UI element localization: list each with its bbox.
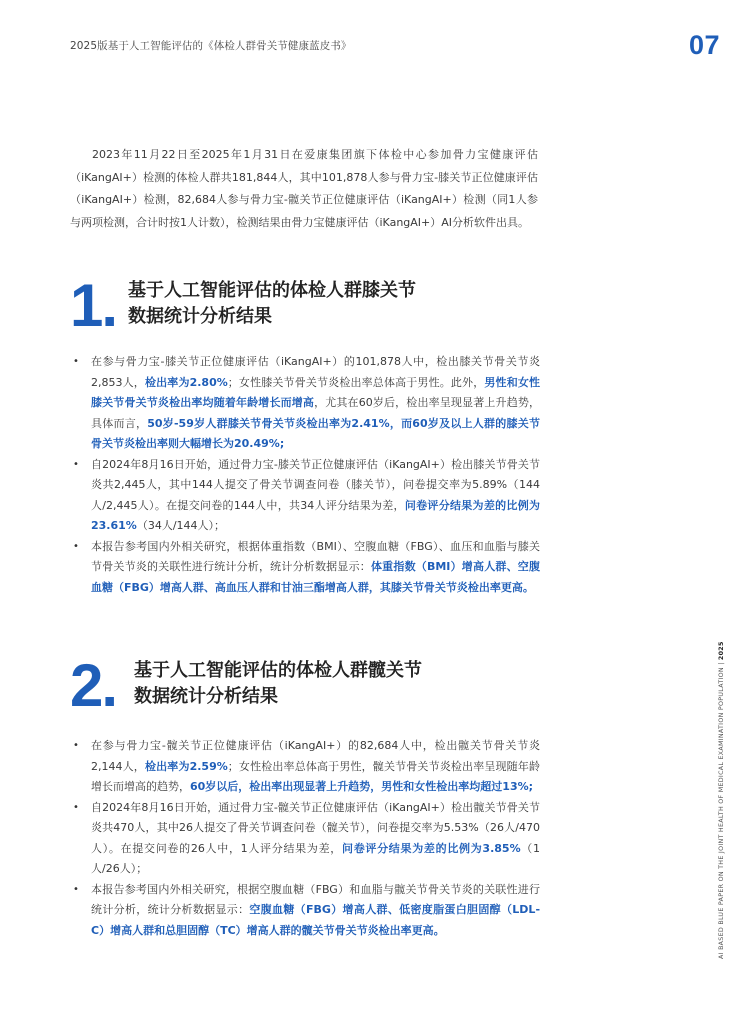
highlighted-text: 检出率为2.59% [144, 759, 228, 773]
bullet-text: （1人/26人）； [91, 841, 540, 875]
highlighted-text: 检出率为2.80% [144, 375, 228, 389]
bullet-text: 本报告参考国内外相关研究，根据体重指数（BMI）、空腹血糖（FBG）、血压和血脂与膝关节骨关节炎的关联性进行统计分析，统计分析数据显示： [91, 539, 540, 573]
bullet-item [70, 880, 540, 942]
header-title: 2025版基于人工智能评估的《体检人群骨关节健康蓝皮书》 [70, 40, 352, 52]
highlighted-text: 60岁以后，检出率出现显著上升趋势，男性和女性检出率均超过13%; [190, 780, 534, 793]
bullet-dot-icon: • [73, 356, 79, 367]
bullet-item [70, 736, 540, 798]
section-2-title-line2: 数据统计分析结果 [134, 686, 278, 707]
bullet-dot-icon: • [73, 458, 79, 470]
bullet-text: （34人/144人）； [136, 519, 226, 532]
bullet-text: ；女性膝关节骨关节炎检出率总体高于男性。此外， [227, 375, 485, 389]
section-1-title [128, 278, 508, 330]
highlighted-text: 问卷评分结果为差的比例为23.61% [91, 498, 540, 532]
bullet-text: 自2024年8月16日开始，通过骨力宝-髋关节正位健康评估（iKangAI+）检出髋关节骨关节炎共470人，其中26人提交了骨关节调查问卷（髋关节），问卷提交率为5.53%（26人/470人）。在提交问卷的26人中，1人评分结果为差， [91, 800, 540, 855]
bullet-item [70, 352, 540, 455]
bullet-item [70, 537, 540, 599]
highlighted-text: 问卷评分结果为差的比例为3.85% [341, 841, 521, 855]
section-2-title-line1: 基于人工智能评估的体检人群髋关节 [134, 660, 422, 681]
section-2-bullet-list [70, 736, 540, 941]
bullet-dot-icon: • [73, 540, 79, 552]
highlighted-text: 男性和女性膝关节骨关节炎检出率均随着年龄增长而增高 [91, 375, 541, 409]
bullet-item [70, 455, 540, 537]
side-text-separator: | [718, 662, 725, 665]
page-number: 07 [688, 30, 720, 60]
bullet-dot-icon: • [73, 740, 79, 751]
section-2-title [134, 658, 514, 710]
highlighted-text: 体重指数（BMI）增高人群、空腹血糖（FBG）增高人群、高血压人群和甘油三酯增高人群，其膝关节骨关节炎检出率更高。 [91, 560, 540, 594]
side-text-year: 2025 [718, 641, 725, 661]
bullet-text: ；女性检出率总体高于男性，髋关节骨关节炎检出率呈现随年龄增长而增高的趋势， [91, 759, 540, 793]
section-1-bullet-list [70, 352, 540, 598]
side-vertical-text [718, 641, 725, 959]
side-text-main: AI BASED BLUE PAPER ON THE JOINT HEALTH OF MEDICAL EXAMINATION POPULATION [718, 667, 725, 959]
intro-paragraph: 2023年11月22日至2025年1月31日在爱康集团旗下体检中心参加骨力宝健康评估（iKangAI+）检测的体检人群共181,844人，其中101,878人参与骨力宝-膝关节正位健康评估（iKangAI+）检测，82,684人参与骨力宝-髋关节正位健康评估（iKangAI+）检测（同1人参与两项检测，合计时按1人计数），检测结果由骨力宝健康评估（iKangAI+）AI分析软件出具。 [70, 148, 538, 229]
section-1-title-line2: 数据统计分析结果 [128, 306, 272, 327]
bullet-item [70, 798, 540, 880]
bullet-dot-icon: • [73, 801, 79, 813]
highlighted-text: 50岁-59岁人群膝关节骨关节炎检出率为2.41%，而60岁及以上人群的膝关节骨关节炎检出率则大幅增长为20.49%; [91, 416, 541, 450]
bullet-text: ，尤其在60岁后，检出率呈现显著上升趋势，具体而言， [91, 396, 540, 430]
bullet-text: 本报告参考国内外相关研究，根据空腹血糖（FBG）和血脂与髋关节骨关节炎的关联性进行统计分析，统计分析数据显示： [91, 882, 540, 916]
highlighted-text: 空腹血糖（FBG）增高人群、低密度脂蛋白胆固醇（LDL-C）增高人群和总胆固醇（TC）增高人群的髋关节骨关节炎检出率更高。 [91, 903, 541, 937]
bullet-text: 在参与骨力宝-膝关节正位健康评估（iKangAI+）的101,878人中，检出膝关节骨关节炎2,853人， [91, 355, 540, 389]
section-1-title-line1: 基于人工智能评估的体检人群膝关节 [128, 280, 416, 301]
section-2-number: 2. [70, 652, 117, 719]
bullet-dot-icon: • [73, 883, 79, 895]
section-1-number: 1. [70, 272, 117, 339]
bullet-text: 在参与骨力宝-髋关节正位健康评估（iKangAI+）的82,684人中，检出髋关节骨关节炎2,144人， [91, 739, 540, 773]
bullet-text: 自2024年8月16日开始，通过骨力宝-膝关节正位健康评估（iKangAI+）检出膝关节骨关节炎共2,445人，其中144人提交了骨关节调查问卷（膝关节），问卷提交率为5.89%（144人/2,445人）。在提交问卷的144人中，共34人评分结果为差， [91, 457, 540, 512]
